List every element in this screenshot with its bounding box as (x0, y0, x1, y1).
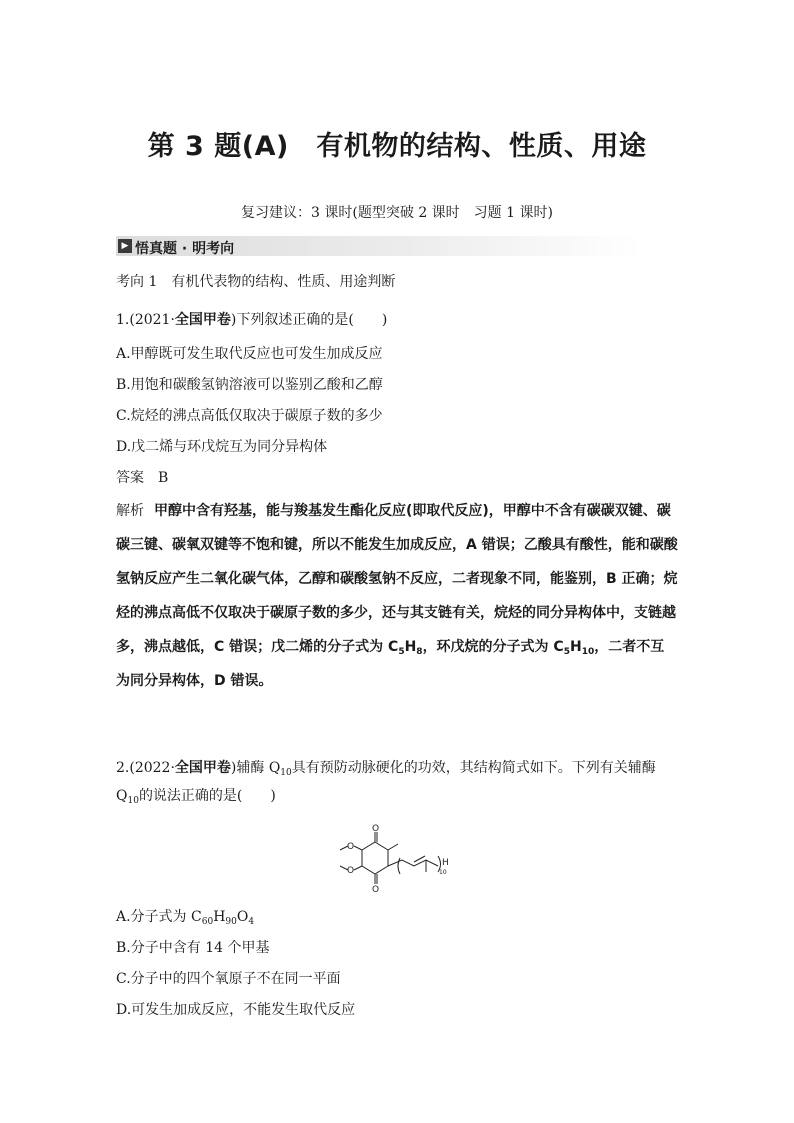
sub: 8 (416, 647, 423, 657)
sub: 4 (248, 917, 255, 927)
bond (354, 846, 362, 850)
sub: 10 (127, 796, 139, 806)
bond (354, 866, 362, 870)
analysis-label: 解析 (116, 503, 144, 519)
q2-stem-text: 具有预防动脉硬化的功效，其结构简式如下。下列有关辅酶 Q (116, 760, 656, 804)
q2-stem-text: 的说法正确的是( ) (138, 788, 276, 804)
oxygen-label: O (347, 866, 355, 876)
formula-h: H (213, 909, 226, 925)
quinone-ring (362, 842, 388, 874)
q1-analysis (116, 494, 678, 698)
q2-option-b: B.分子中含有 14 个甲基 (116, 940, 270, 956)
methyl-bond (388, 844, 398, 850)
oxygen-label: O (372, 824, 380, 834)
q2-option-c: C.分子中的四个氧原子不在同一平面 (116, 971, 341, 987)
formula-h: H (569, 639, 582, 655)
q2-source-exam: 全国甲卷 (174, 760, 231, 776)
q2-option-a-text: A.分子式为 C (116, 909, 202, 925)
bracket-left (398, 858, 400, 874)
isoprene-chain (388, 860, 438, 866)
section-title: 悟真题 · 明考向 (135, 241, 235, 257)
q1-answer: 答案 B (116, 470, 169, 486)
sub: 10 (280, 768, 292, 778)
q1-stem (116, 309, 387, 329)
oxygen-label: O (372, 885, 380, 892)
play-marker-icon: ▶ (118, 239, 132, 253)
sub: 90 (225, 917, 237, 927)
page-title: 第 3 题(A) 有机物的结构、性质、用途 (147, 131, 647, 162)
q2-option-d: D.可发生加成反应，不能发生取代反应 (116, 1002, 356, 1018)
sub: 10 (581, 647, 595, 657)
formula-o: O (236, 909, 249, 925)
topic-heading: 考向 1 有机代表物的结构、性质、用途判断 (116, 274, 396, 290)
sub: 5 (563, 647, 570, 657)
q1-source-exam: 全国甲卷 (174, 312, 231, 328)
q2-option-a (116, 906, 254, 926)
q1-option-d: D.戊二烯与环戊烷互为同分异构体 (116, 439, 328, 455)
sub: 5 (398, 647, 405, 657)
analysis-formula-text: 分子式为 C (327, 639, 399, 655)
sub: 60 (201, 917, 214, 927)
q1-option-b: B.用饱和碳酸氢钠溶液可以鉴别乙酸和乙醇 (116, 377, 383, 393)
q1-option-c: C.烷烃的沸点高低仅取决于碳原子数的多少 (116, 408, 383, 424)
repeat-count-label: 10 (439, 869, 447, 876)
study-suggestion: 复习建议：3 课时(题型突破 2 课时 习题 1 课时) (241, 205, 553, 221)
formula-h: H (404, 639, 417, 655)
q1-source-prefix: 1.(2021· (116, 312, 175, 328)
oxygen-label: O (347, 842, 355, 852)
q2-stem (116, 754, 678, 810)
analysis-formula-text: ，环戊烷的分子式为 C (422, 639, 564, 655)
q2-source-prefix: 2.(2022· (116, 760, 175, 776)
q2-stem-text: )辅酶 Q (230, 760, 281, 776)
hydrogen-label: H (442, 858, 449, 868)
analysis-conclusion: ，二者不互为同分异构体，D 错误。 (116, 639, 665, 689)
coenzyme-q10-structure (330, 822, 470, 892)
analysis-text: 甲醇中含有羟基，能与羧基发生酯化反应(即取代反应)，甲醇中不含有碳碳双键、碳碳三键、碳氧双键等不饱和键，所以不能发生加成反应，A 错误；乙酸具有酸性，能和碳酸氢钠反应产生二氧化碳气体，乙醇和碳酸氢钠不反应，二者现象不同，能鉴别，B 正确；烷烃的沸点高低不仅取决于碳原子数的多少，还与其支链有关，烷烃的同分异构体中，支链越多，沸点越低，C 错误；戊二烯的 (116, 503, 678, 655)
q1-stem-text: )下列叙述正确的是( ) (230, 312, 388, 328)
q1-option-a: A.甲醇既可发生取代反应也可发生加成反应 (116, 346, 383, 362)
